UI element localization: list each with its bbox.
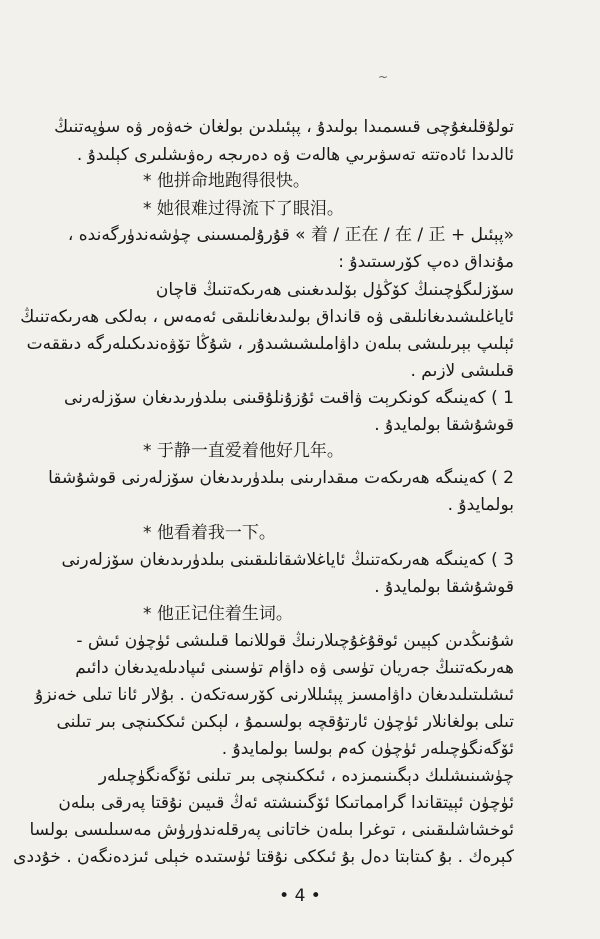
example-line: * 他正记住着生词。 — [143, 604, 293, 624]
text-line: تولۇقلىغۇچى قىسمىدا بولىدۇ ، پېئىلدىن بولغان خەۋەر ۋە سۈپەتنىڭ — [54, 117, 514, 137]
text-line: قىلىشى لازىم . — [410, 361, 514, 381]
top-mark: ~ — [378, 70, 389, 84]
text-line: سۆزلىگۈچىنىڭ كۆڭۈل بۆلىدىغىنى ھەرىكەتنىڭ قاچان — [155, 280, 514, 300]
text-line: قوشۇشقا بولمايدۇ . — [374, 577, 514, 597]
text-line: «پېئىل + 着 / 正在 / 在 / 正 » قۇرۇلمىسىنى چۈشەندۈرگەندە ، — [67, 225, 514, 245]
text-line: 1 ) كەينىگە كونكرېت ۋاقىت ئۇزۇنلۇقىنى بىلدۈرىدىغان سۆزلەرنى — [63, 388, 514, 408]
text-line: تىلى بولغانلار ئۈچۈن ئارتۇقچە بولسىمۇ ، لېكىن ئىككىنچى بىر تىلنى — [56, 712, 514, 732]
text-line: ئېلىپ بېرىلىشى بىلەن داۋاملىشىشىدۇر ، شۇڭا تۆۋەندىكىلەرگە دىققەت — [26, 334, 514, 354]
example-line: * 他拼命地跑得很快。 — [143, 171, 310, 191]
text-line: ئالدىدا ئادەتتە تەسۋىرىي ھالەت ۋە دەرىجە رەۋىشلىرى كېلىدۇ . — [76, 145, 514, 165]
text-line: ئۆگەنگۈچىلەر ئۈچۈن كەم بولسا بولمايدۇ . — [221, 739, 514, 759]
text-line: كېرەك . بۇ كىتابتا دەل بۇ ئىككى نۇقتا ئۈستىدە خېلى ئىزدەنگەن . خۇددى — [13, 847, 514, 867]
text-line: 3 ) كەينىگە ھەرىكەتنىڭ ئاياغلاشقانلىقىنى بىلدۈرىدىغان سۆزلەرنى — [61, 550, 514, 570]
text-line: چۈشىنىشلىك دېگىنىمىزدە ، ئىككىنچى بىر تىلنى ئۆگەنگۈچىلەر — [98, 766, 514, 786]
text-line: قوشۇشقا بولمايدۇ . — [374, 415, 514, 435]
text-line: ئوخشاشلىقىنى ، توغرا بىلەن خاتانى پەرقلەندۈرۈش مەسىلىسى بولسا — [29, 820, 514, 840]
text-line: ئاياغلىشىدىغانلىقى ۋە قانداق بولىدىغانلىقى ئەمەس ، بەلكى ھەرىكەتنىڭ — [20, 307, 514, 327]
text-line: ئىشلىتىلىدىغان داۋامسىز پېئىللارنى كۆرسەتكەن . بۇلار ئانا تىلى خەنزۇ — [35, 685, 514, 705]
text-line: مۇنداق دەپ كۆرسىتىدۇ : — [338, 252, 514, 272]
text-line: شۇنىڭدىن كېيىن ئوقۇغۇچىلارنىڭ قوللانما قىلىشى ئۈچۈن ئىش - — [76, 631, 514, 651]
example-line: * 于静一直爱着他好几年。 — [143, 441, 344, 461]
example-line: * 他看着我一下。 — [143, 523, 276, 543]
example-line: * 她很难过得流下了眼泪。 — [143, 199, 344, 219]
text-line: 2 ) كەينىگە ھەرىكەت مىقدارىنى بىلدۈرىدىغان سۆزلەرنى قوشۇشقا — [48, 468, 514, 488]
text-line: ئۈچۈن ئېيتقاندا گرامماتىكا ئۆگىنىشتە ئەڭ قىيىن نۇقتا پەرقى بىلەن — [58, 793, 514, 813]
page-number: • 4 • — [279, 886, 321, 906]
text-line: بولمايدۇ . — [447, 495, 514, 515]
text-line: ھەرىكەتنىڭ جەريان تۈسى ۋە داۋام تۈسىنى ئىپادىلەيدىغان دائىم — [75, 658, 514, 678]
